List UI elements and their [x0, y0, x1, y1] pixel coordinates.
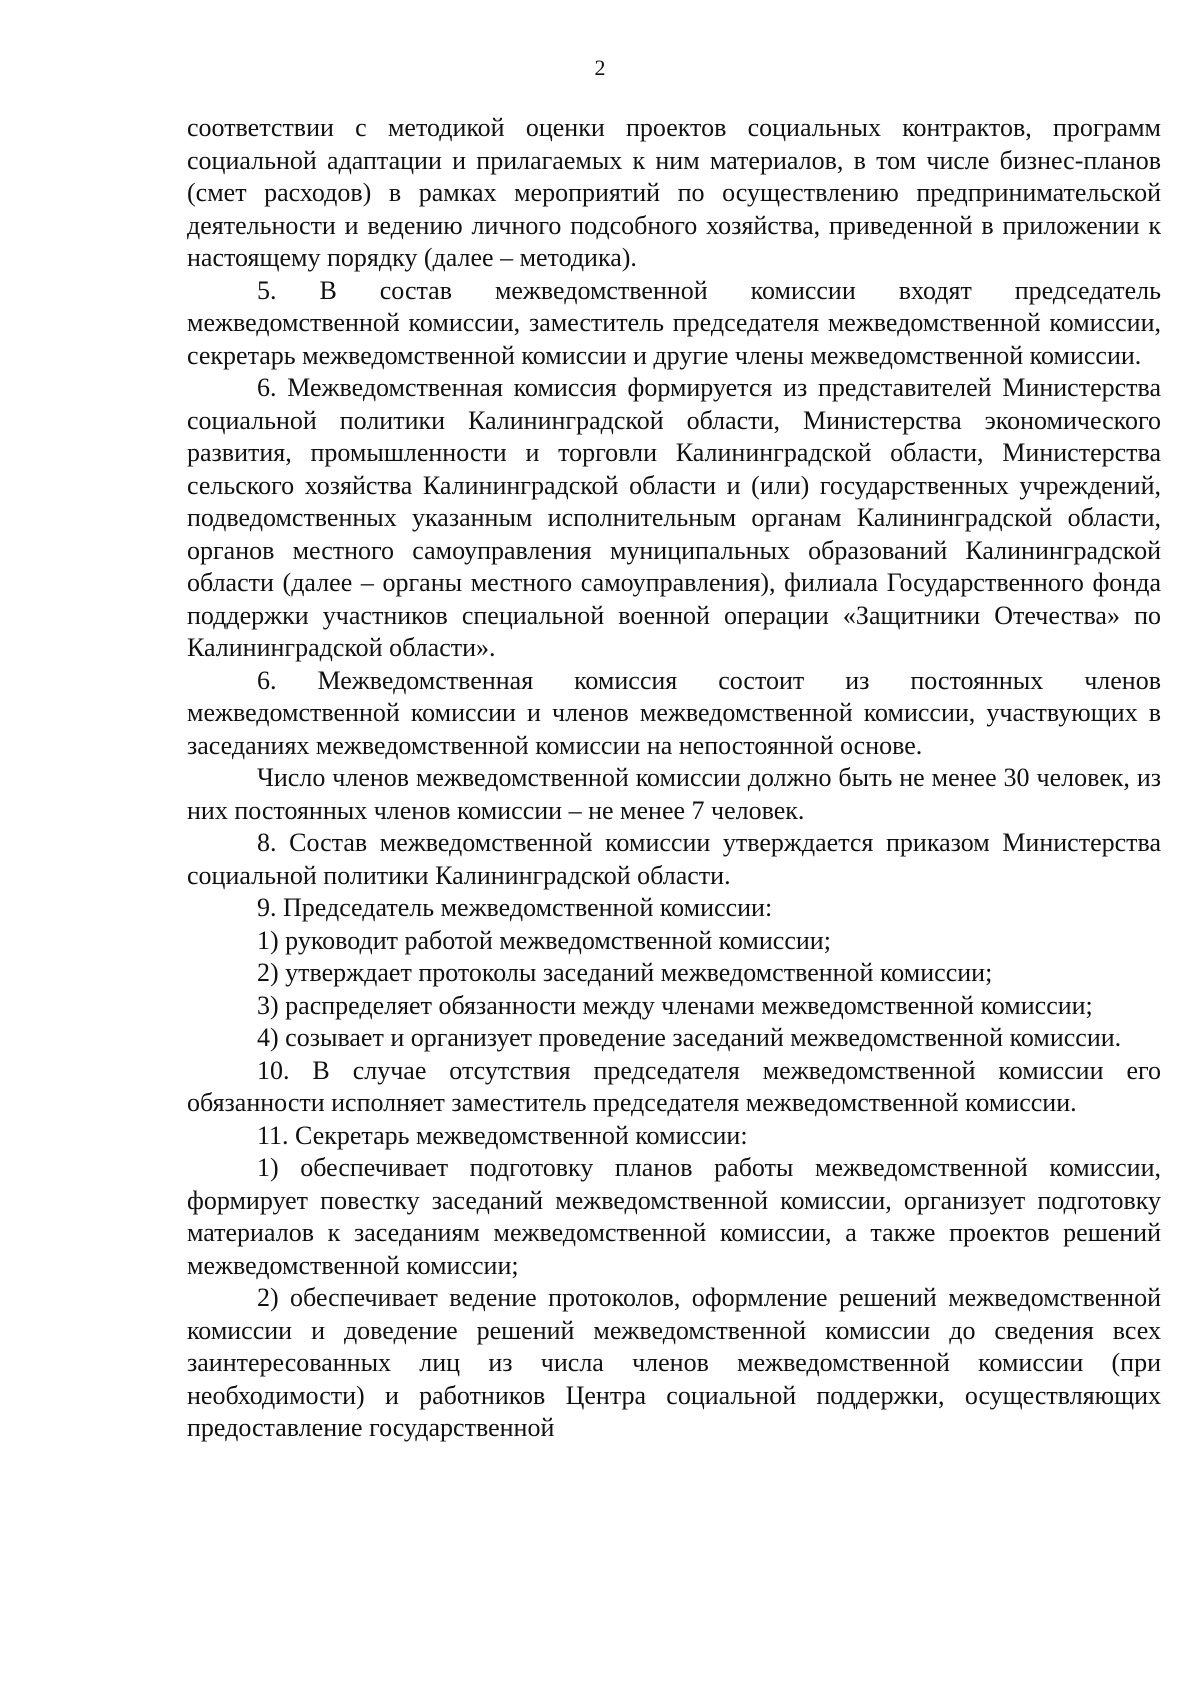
paragraph: 1) обеспечивает подготовку планов работы межведомственной комиссии, формирует повестку заседаний межведомственной комиссии, организует подготовку материалов к заседаниям межведомственной комиссии, а также проектов решений межведомственной комиссии; — [187, 1153, 1161, 1280]
paragraph: 6. Межведомственная комиссия состоит из постоянных членов межведомственной комиссии и членов межведомственной комиссии, участвующих в заседаниях межведомственной комиссии на непостоянной основе. — [187, 665, 1161, 760]
paragraph: 5. В состав межведомственной комиссии входят председатель межведомственной комиссии, заместитель председателя межведомственной комиссии, секретарь межведомственной комиссии и другие члены межведомственной комиссии. — [187, 275, 1161, 370]
paragraph: 2) обеспечивает ведение протоколов, оформление решений межведомственной комиссии и доведение решений межведомственной комиссии до сведения всех заинтересованных лиц из числа членов межведомственной комиссии (при необходимости) и работников Центра социальной поддержки, осуществляющих предоставление государственной — [187, 1283, 1161, 1442]
paragraph: 6. Межведомственная комиссия формируется из представителей Министерства социальной политики Калининградской области, Министерства экономического развития, промышленности и торговли Калининградской области, Министерства сельского хозяйства Калининградской области и (или) государственных учреждений, подведомственных указанным исполнительным органам Калининградской области, органов местного самоуправления муниципальных образований Калининградской области (далее – органы местного самоуправления), филиала Государственного фонда поддержки участников специальной военной операции «Защитники Отечества» по Калининградской области». — [187, 373, 1161, 662]
paragraph: 11. Секретарь межведомственной комиссии: — [257, 1120, 748, 1150]
document-body — [187, 112, 1161, 1445]
paragraph: 2) утверждает протоколы заседаний межведомственной комиссии; — [257, 958, 993, 987]
paragraph: Число членов межведомственной комиссии должно быть не менее 30 человек, из них постоянных членов комиссии – не менее 7 человек. — [187, 763, 1161, 825]
paragraph: 3) распределяет обязанности между членами межведомственной комиссии; — [257, 990, 1093, 1020]
page-number: 2 — [594, 55, 606, 80]
paragraph: 8. Состав межведомственной комиссии утверждается приказом Министерства социальной политики Калининградской области. — [187, 828, 1161, 890]
paragraph: 1) руководит работой межведомственной комиссии; — [257, 925, 831, 955]
paragraph: 10. В случае отсутствия председателя межведомственной комиссии его обязанности исполняет заместитель председателя межведомственной комиссии. — [187, 1055, 1161, 1117]
paragraph: соответствии с методикой оценки проектов социальных контрактов, программ социальной адаптации и прилагаемых к ним материалов, в том числе бизнес-планов (смет расходов) в рамках мероприятий по осуществлению предпринимательской деятельности и ведению личного подсобного хозяйства, приведенной в приложении к настоящему порядку (далее – методика). — [187, 113, 1161, 272]
paragraph: 9. Председатель межведомственной комиссии: — [257, 893, 773, 922]
paragraph: 4) созывает и организует проведение заседаний межведомственной комиссии. — [257, 1023, 1122, 1052]
